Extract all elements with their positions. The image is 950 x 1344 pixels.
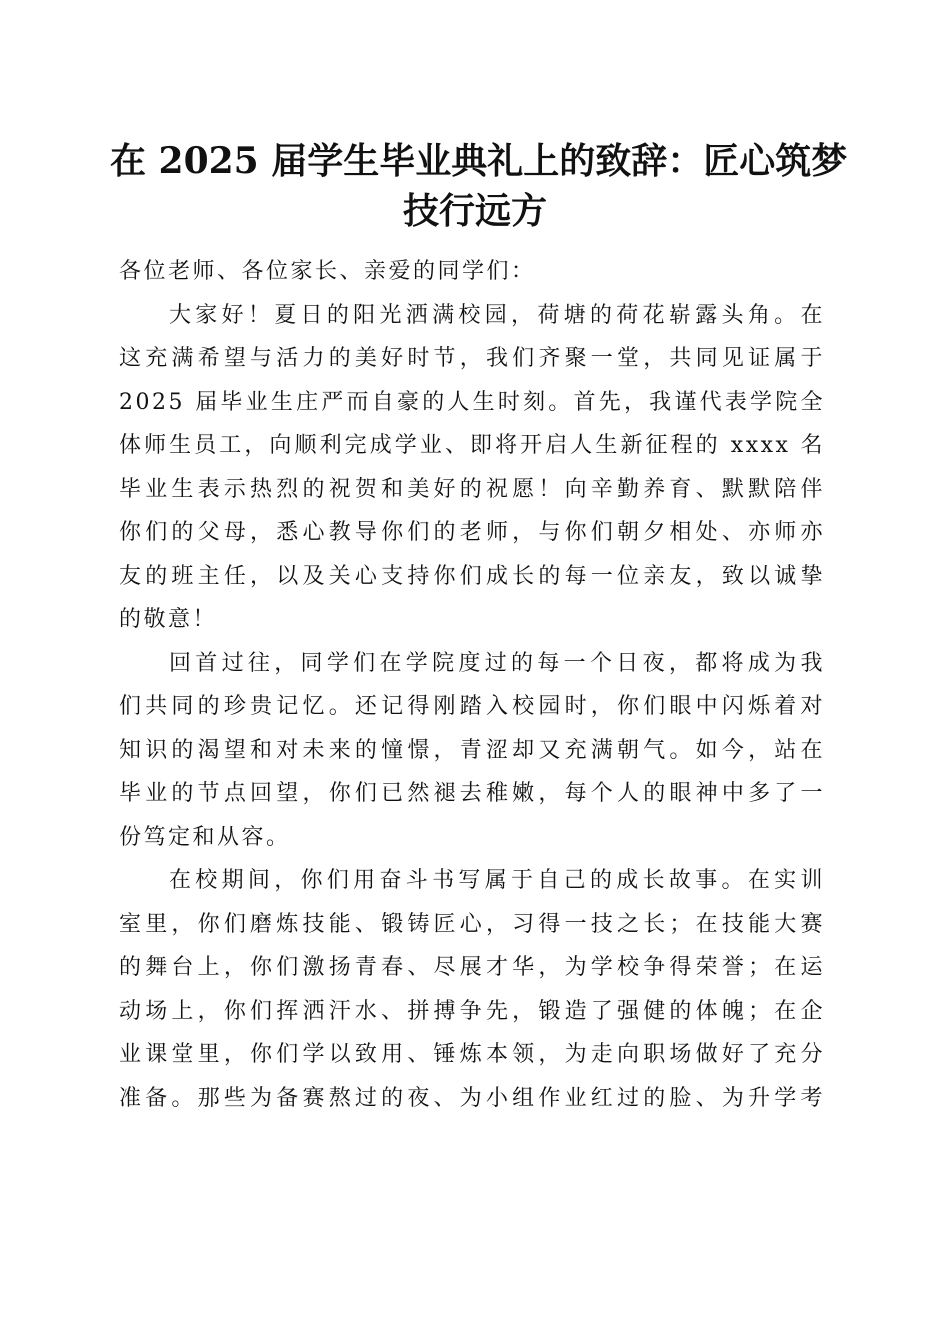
paragraph-line: 这充满希望与活力的美好时节，我们齐聚一堂，共同见证属于	[119, 346, 825, 371]
title-line-2: 技行远方	[402, 190, 547, 232]
paragraph-2	[119, 642, 825, 860]
paragraph-3	[119, 859, 825, 1120]
paragraph-line: 业课堂里，你们学以致用、锤炼本领，为走向职场做好了充分	[119, 1042, 825, 1067]
salutation: 各位老师、各位家长、亲爱的同学们：	[119, 259, 536, 284]
paragraph-line: 准备。那些为备赛熬过的夜、为小组作业红过的脸、为升学考	[119, 1085, 825, 1111]
paragraph-line: 的舞台上，你们激扬青春、尽展才华，为学校争得荣誉；在运	[119, 955, 825, 980]
paragraph-1	[119, 294, 825, 642]
paragraph-line: 动场上，你们挥洒汗水、拼搏争先，锻造了强健的体魄；在企	[119, 998, 825, 1024]
title-line-1: 在 2025 届学生毕业典礼上的致辞：匠心筑梦	[110, 140, 848, 182]
paragraph-line: 你们的父母，悉心教导你们的老师，与你们朝夕相处、亦师亦	[119, 520, 825, 545]
paragraph-line: 回首过往，同学们在学院度过的每一个日夜，都将成为我	[169, 650, 825, 676]
document-body	[119, 250, 825, 1120]
paragraph-line: 的敬意！	[119, 607, 218, 632]
paragraph-line: 份笃定和从容。	[119, 824, 291, 850]
paragraph-line: 知识的渴望和对未来的憧憬，青涩却又充满朝气。如今，站在	[119, 737, 825, 763]
paragraph-line: 毕业的节点回望，你们已然褪去稚嫩，每个人的眼神中多了一	[119, 781, 825, 806]
paragraph-line: 在校期间，你们用奋斗书写属于自己的成长故事。在实训	[169, 868, 825, 893]
paragraph-line: 室里，你们磨炼技能、锻铸匠心，习得一技之长；在技能大赛	[119, 911, 825, 937]
paragraph-line: 大家好！夏日的阳光洒满校园，荷塘的荷花崭露头角。在	[169, 302, 825, 328]
paragraph-line: 2025 届毕业生庄严而自豪的人生时刻。首先，我谨代表学院全	[119, 389, 825, 415]
document-title	[110, 136, 848, 236]
paragraph-line: 毕业生表示热烈的祝贺和美好的祝愿！向辛勤养育、默默陪伴	[119, 476, 825, 502]
paragraph-line: 友的班主任，以及关心支持你们成长的每一位亲友，致以诚挚	[119, 563, 825, 589]
paragraph-line: 们共同的珍贵记忆。还记得刚踏入校园时，你们眼中闪烁着对	[119, 694, 825, 719]
paragraph-line: 体师生员工，向顺利完成学业、即将开启人生新征程的 xxxx 名	[119, 433, 825, 458]
